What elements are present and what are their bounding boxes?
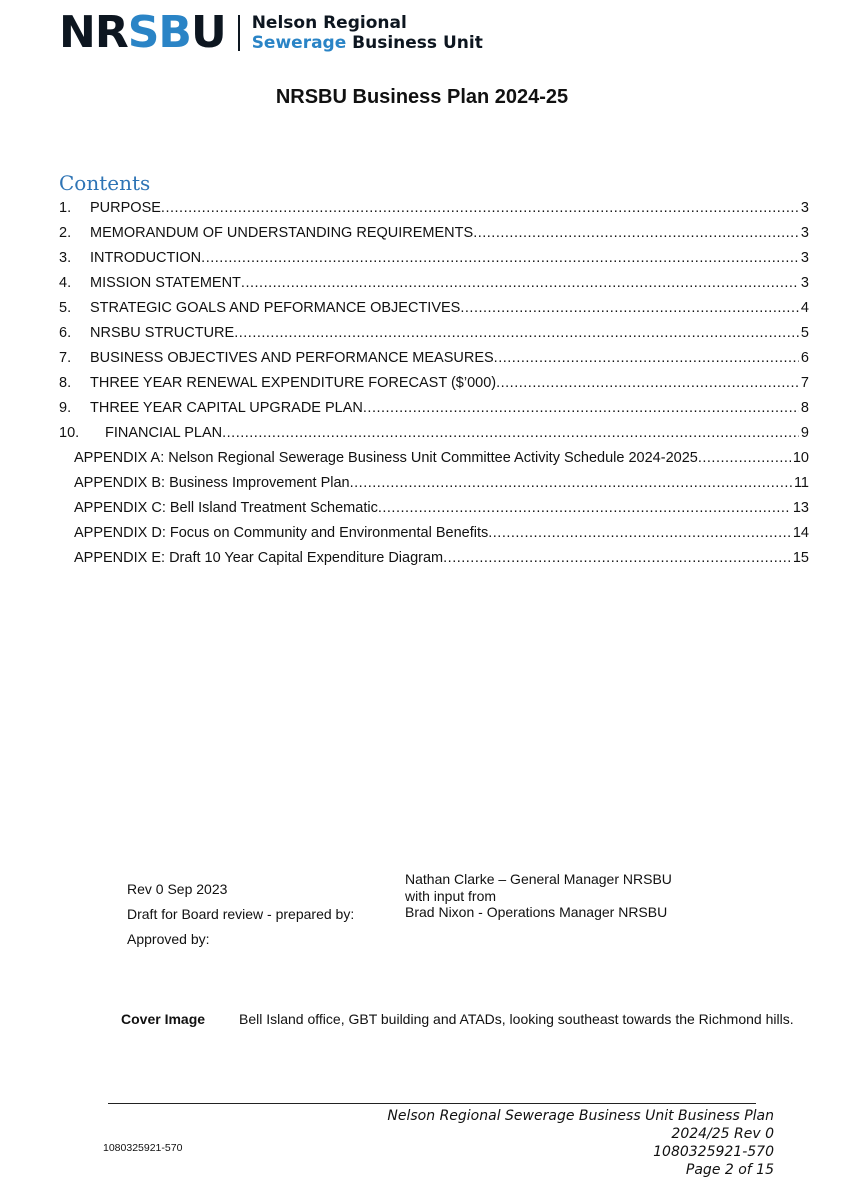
toc-page-number: 7 bbox=[800, 375, 809, 391]
toc-entry[interactable] bbox=[59, 198, 809, 223]
toc-leader bbox=[494, 348, 799, 369]
toc-number: 3. bbox=[59, 250, 72, 266]
toc-label: APPENDIX D: Focus on Community and Environmental Benefits bbox=[74, 525, 489, 541]
toc-label: THREE YEAR CAPITAL UPGRADE PLAN bbox=[90, 400, 363, 416]
footer-doc-info bbox=[387, 1107, 774, 1179]
toc-page-number: 14 bbox=[792, 525, 809, 541]
toc-entry[interactable] bbox=[59, 398, 809, 423]
toc-label: FINANCIAL PLAN bbox=[105, 425, 223, 441]
toc-entry[interactable] bbox=[59, 423, 809, 448]
toc-entry[interactable] bbox=[59, 348, 809, 373]
toc-page-number: 10 bbox=[792, 450, 809, 466]
toc-appendix-entry[interactable] bbox=[59, 523, 809, 548]
preparer-note: with input from bbox=[405, 887, 497, 904]
footer-doc-title: Nelson Regional Sewerage Business Unit Business Plan bbox=[387, 1108, 774, 1124]
toc-leader bbox=[363, 398, 799, 419]
toc-number: 8. bbox=[59, 375, 72, 391]
toc-page-number: 9 bbox=[800, 425, 809, 441]
toc-appendix-entry[interactable] bbox=[59, 473, 809, 498]
logo-divider bbox=[238, 15, 240, 51]
toc-label: THREE YEAR RENEWAL EXPENDITURE FORECAST ($’000) bbox=[90, 375, 497, 391]
nrsbu-logo bbox=[59, 7, 483, 58]
toc-leader bbox=[378, 498, 791, 519]
page-title: NRSBU Business Plan 2024-25 bbox=[275, 86, 569, 108]
draft-label: Draft for Board review - prepared by: bbox=[127, 906, 355, 922]
footer-divider bbox=[108, 1103, 756, 1104]
preparer-name: Nathan Clarke – General Manager NRSBU bbox=[405, 871, 672, 887]
contents-heading: Contents bbox=[59, 171, 151, 195]
revision-block bbox=[127, 877, 354, 952]
toc-leader bbox=[201, 248, 799, 269]
toc-page-number: 13 bbox=[792, 500, 809, 516]
toc-entry[interactable] bbox=[59, 223, 809, 248]
footer-doc-revision: 2024/25 Rev 0 bbox=[671, 1126, 774, 1142]
toc-number: 7. bbox=[59, 350, 72, 366]
toc-number: 10. bbox=[59, 425, 80, 441]
toc-page-number: 3 bbox=[800, 250, 809, 266]
toc-leader bbox=[443, 548, 791, 569]
toc-leader bbox=[698, 448, 791, 469]
toc-leader bbox=[234, 323, 799, 344]
toc-label: APPENDIX B: Business Improvement Plan bbox=[74, 475, 350, 491]
toc-entry[interactable] bbox=[59, 373, 809, 398]
toc-label: APPENDIX C: Bell Island Treatment Schematic bbox=[74, 500, 378, 516]
toc-label: PURPOSE bbox=[90, 200, 161, 216]
toc-appendix-entry[interactable] bbox=[59, 448, 809, 473]
toc-label: NRSBU STRUCTURE bbox=[90, 325, 235, 341]
cover-image-caption bbox=[121, 1011, 794, 1027]
toc-entry[interactable] bbox=[59, 323, 809, 348]
toc-page-number: 15 bbox=[792, 550, 809, 566]
toc-page-number: 11 bbox=[793, 475, 809, 491]
table-of-contents bbox=[59, 198, 809, 573]
footer-page-number: Page 2 of 15 bbox=[685, 1162, 774, 1178]
approved-label: Approved by: bbox=[127, 931, 210, 947]
toc-label: MEMORANDUM OF UNDERSTANDING REQUIREMENTS bbox=[90, 225, 474, 241]
cover-image-label: Cover Image bbox=[121, 1011, 206, 1027]
prepared-by-block bbox=[405, 871, 672, 921]
toc-label: STRATEGIC GOALS AND PEFORMANCE OBJECTIVES bbox=[90, 300, 461, 316]
toc-page-number: 4 bbox=[800, 300, 809, 316]
logo-subtitle: Nelson Regional Sewerage Business Unit bbox=[251, 13, 483, 53]
cover-image-description: Bell Island office, GBT building and ATADs, looking southeast towards the Richmond hills. bbox=[239, 1011, 794, 1027]
toc-number: 2. bbox=[59, 225, 72, 241]
toc-number: 6. bbox=[59, 325, 72, 341]
contributor-name: Brad Nixon - Operations Manager NRSBU bbox=[405, 904, 668, 920]
toc-entry[interactable] bbox=[59, 248, 809, 273]
logo-wordmark: NRSBU bbox=[59, 7, 226, 58]
toc-page-number: 6 bbox=[800, 350, 809, 366]
toc-leader bbox=[222, 423, 799, 444]
toc-label: INTRODUCTION bbox=[90, 250, 202, 266]
revision-label: Rev 0 Sep 2023 bbox=[127, 881, 228, 897]
footer-document-id: 1080325921-570 bbox=[103, 1142, 183, 1154]
toc-leader bbox=[350, 473, 792, 494]
toc-number: 4. bbox=[59, 275, 72, 291]
toc-page-number: 8 bbox=[800, 400, 809, 416]
toc-label: MISSION STATEMENT bbox=[90, 275, 241, 291]
toc-leader bbox=[460, 298, 799, 319]
toc-number: 5. bbox=[59, 300, 72, 316]
toc-leader bbox=[161, 198, 799, 219]
toc-leader bbox=[241, 273, 799, 294]
toc-leader bbox=[496, 373, 799, 394]
toc-number: 9. bbox=[59, 400, 72, 416]
toc-number: 1. bbox=[59, 200, 72, 216]
toc-page-number: 3 bbox=[800, 275, 809, 291]
toc-label: APPENDIX E: Draft 10 Year Capital Expenditure Diagram bbox=[74, 550, 444, 566]
toc-appendix-entry[interactable] bbox=[59, 548, 809, 573]
toc-label: BUSINESS OBJECTIVES AND PERFORMANCE MEASURES bbox=[90, 350, 494, 366]
toc-leader bbox=[473, 223, 799, 244]
toc-page-number: 5 bbox=[800, 325, 809, 341]
toc-appendix-entry[interactable] bbox=[59, 498, 809, 523]
toc-page-number: 3 bbox=[800, 200, 809, 216]
toc-leader bbox=[488, 523, 791, 544]
toc-entry[interactable] bbox=[59, 273, 809, 298]
toc-entry[interactable] bbox=[59, 298, 809, 323]
toc-label: APPENDIX A: Nelson Regional Sewerage Business Unit Committee Activity Schedule 2024-2025 bbox=[74, 450, 698, 466]
toc-page-number: 3 bbox=[800, 225, 809, 241]
footer-doc-number: 1080325921-570 bbox=[653, 1144, 774, 1160]
